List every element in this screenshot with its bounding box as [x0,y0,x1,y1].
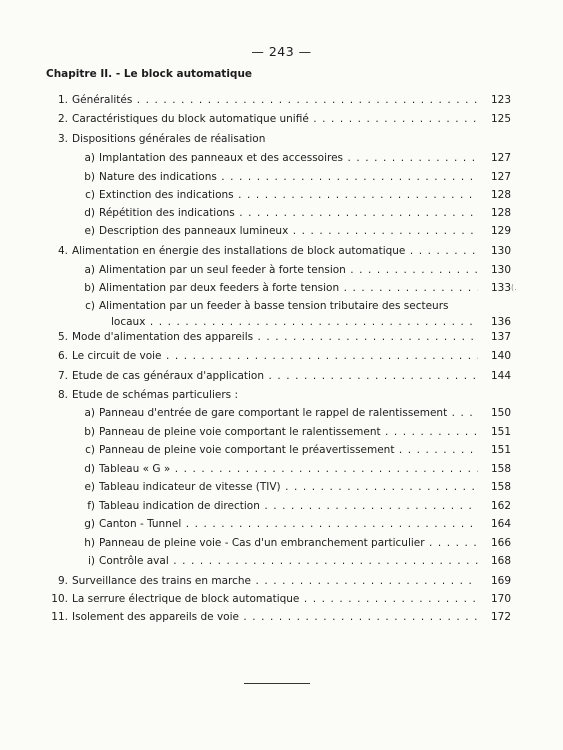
entry-page: 140 [490,350,511,362]
entry-page: 164 [490,518,511,530]
toc-entry [0,405,563,421]
entry-page: 168 [490,555,511,567]
entry-title: Isolement des appareils de voie . . . [72,609,478,625]
entry-number: a) [84,264,95,276]
entry-number: b) [84,426,95,438]
entry-page: 137 [490,331,511,343]
toc-entry [0,479,563,495]
entry-title: La serrure électrique de block automatique . . . [72,591,478,607]
toc-entry [0,609,563,625]
entry-number: c) [85,300,95,312]
entry-number: b) [84,171,95,183]
toc-entry [0,223,563,239]
entry-title: Alimentation par un feeder à basse tension tributaire des secteurs [99,300,449,312]
entry-page: 123 [490,94,511,106]
entry-page: 151 [490,426,511,438]
pen-mark: (. [511,283,517,292]
toc-entry [0,111,563,127]
entry-number: c) [85,189,95,201]
toc-entry [0,368,563,384]
entry-title: Alimentation en énergie des installations de block automatique . . . [72,243,478,259]
entry-page: 129 [490,225,511,237]
entry-number: 11. [51,611,68,623]
entry-page: 169 [490,575,511,587]
entry-title: Panneau de pleine voie comportant le préavertissement . . . [99,442,478,458]
entry-title: Implantation des panneaux et des accessoires . . . [99,150,478,166]
entry-number: i) [87,555,95,567]
entry-title: Panneau d'entrée de gare comportant le rappel de ralentissement . . . [99,405,478,421]
entry-number: 4. [57,245,68,257]
entry-page: 166 [490,537,511,549]
entry-title: Le circuit de voie . . . [72,348,478,364]
entry-page: 127 [490,171,511,183]
entry-page: 136 [490,316,511,328]
entry-page: 150 [490,407,511,419]
entry-number: e) [84,225,95,237]
entry-title: Alimentation par un seul feeder à forte tension . . . [99,262,478,278]
toc-entry [0,348,563,364]
toc-entry [0,150,563,166]
entry-title: Tableau « G » . . . [99,461,478,477]
entry-page: 125 [490,113,511,125]
entry-page: 162 [490,500,511,512]
entry-number: 3. [57,133,68,145]
entry-number: f) [87,500,95,512]
toc-entry [0,387,563,403]
entry-title: Extinction des indications . . . [99,187,478,203]
toc-entry [0,573,563,589]
entry-number: a) [84,407,95,419]
toc-entry [0,280,563,296]
entry-title: Caractéristiques du block automatique unifié . . . [72,111,478,127]
toc-entry [0,553,563,569]
entry-page: 130 [490,245,511,257]
entry-title: Tableau indication de direction . . . [99,498,478,514]
entry-number: g) [84,518,95,530]
entry-number: 7. [57,370,68,382]
entry-page: 144 [490,370,511,382]
entry-title: Nature des indications . . . [99,169,478,185]
toc-entry [0,461,563,477]
entry-title: Etude de schémas particuliers : [72,389,238,401]
footer-rule [244,683,310,684]
toc-entry [0,516,563,532]
entry-title: Surveillance des trains en marche . . . [72,573,478,589]
entry-title: Tableau indicateur de vitesse (TIV) . . . [99,479,478,495]
entry-number: 9. [57,575,68,587]
page-number: — 243 — [251,44,312,59]
entry-page: 128 [490,189,511,201]
entry-number: b) [84,282,95,294]
toc-entry [0,262,563,278]
entry-page: 151 [490,444,511,456]
entry-page: 133 [490,282,511,294]
entry-page: 130 [490,264,511,276]
toc-entry [0,535,563,551]
toc-entry [0,243,563,259]
toc-entry [0,498,563,514]
entry-title: Contrôle aval . . . [99,553,478,569]
toc-entry [0,187,563,203]
toc-entry [0,329,563,345]
entry-title: locaux . . . [111,314,478,330]
entry-number: 1. [57,94,68,106]
toc-entry [0,314,563,330]
entry-title: Généralités . . . [72,92,478,108]
entry-number: c) [85,444,95,456]
entry-page: 128 [490,207,511,219]
toc-entry [0,424,563,440]
entry-number: a) [84,152,95,164]
entry-page: 172 [490,611,511,623]
entry-title: Alimentation par deux feeders à forte tension . . . [99,280,478,296]
entry-number: d) [84,207,95,219]
entry-title: Panneau de pleine voie comportant le ralentissement . . . [99,424,478,440]
entry-title: Description des panneaux lumineux . . . [99,223,478,239]
entry-title: Dispositions générales de réalisation [72,133,266,145]
entry-page: 127 [490,152,511,164]
entry-title: Etude de cas généraux d'application . . . [72,368,478,384]
toc-entry [0,205,563,221]
toc-entry [0,92,563,108]
chapter-title: Chapitre II. - Le block automatique [46,68,253,80]
entry-number: 2. [57,113,68,125]
entry-title: Mode d'alimentation des appareils . . . [72,329,478,345]
toc-entry [0,442,563,458]
entry-title: Canton - Tunnel . . . [99,516,478,532]
entry-number: d) [84,463,95,475]
entry-page: 158 [490,463,511,475]
entry-number: 6. [57,350,68,362]
entry-number: e) [84,481,95,493]
entry-number: 5. [57,331,68,343]
entry-page: 158 [490,481,511,493]
toc-entry [0,131,563,147]
toc-entry [0,298,563,314]
entry-number: 8. [57,389,68,401]
entry-page: 170 [490,593,511,605]
toc-entry [0,591,563,607]
entry-title: Panneau de pleine voie - Cas d'un embranchement particulier . . . [99,535,478,551]
entry-title: Répétition des indications . . . [99,205,478,221]
toc-entry [0,169,563,185]
entry-number: h) [84,537,95,549]
entry-number: 10. [51,593,68,605]
